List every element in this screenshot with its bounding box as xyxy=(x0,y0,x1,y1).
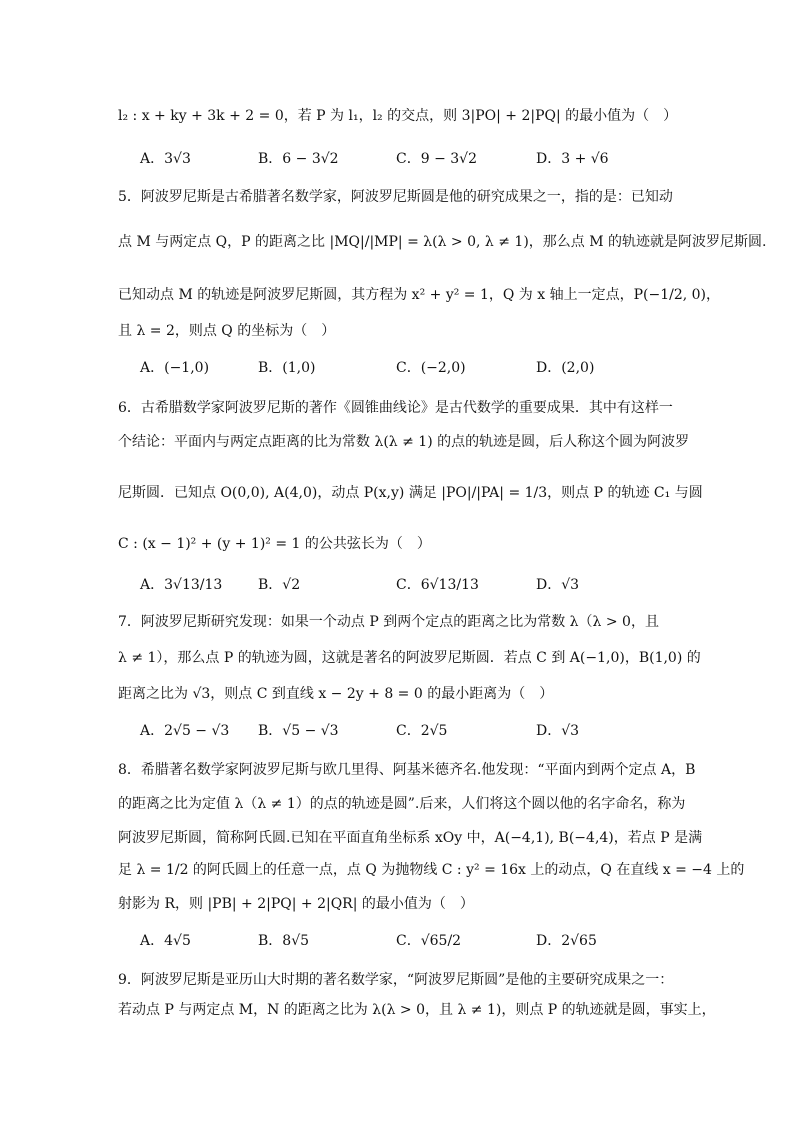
option-b: B．√2 xyxy=(258,577,301,593)
text-line-q7c: 距离之比为 √3，则点 C 到直线 x − 2y + 8 = 0 的最小距离为（ ） xyxy=(118,686,554,702)
option-b: B．(1,0) xyxy=(258,360,316,376)
option-d: D．√3 xyxy=(536,577,580,593)
option-d: D．√3 xyxy=(536,723,580,739)
text-line-q5b: 点 M 与两定点 Q，P 的距离之比 |MQ|/|MP| = λ(λ > 0, λ ≠ 1)，那么点 M 的轨迹就是阿波罗尼斯圆. xyxy=(118,234,767,250)
options-row-o7 xyxy=(140,720,680,742)
text-line-q9a: 9．阿波罗尼斯是亚历山大时期的著名数学家，“阿波罗尼斯圆”是他的主要研究成果之一： xyxy=(118,972,674,988)
text-line-q8b: 的距离之比为定值 λ（λ ≠ 1）的点的轨迹是圆”.后来，人们将这个圆以他的名字命名，称为 xyxy=(118,796,686,812)
option-a: A．2√5 − √3 xyxy=(140,723,230,739)
text-line-l1: l₂ : x + ky + 3k + 2 = 0，若 P 为 l₁，l₂ 的交点，则 3|PO| + 2|PQ| 的最小值为（ ） xyxy=(118,108,678,124)
text-line-q8c: 阿波罗尼斯圆，简称阿氏圆.已知在平面直角坐标系 xOy 中，A(−4,1), B(−4,4)，若点 P 是满 xyxy=(118,830,703,846)
option-b: B．√5 − √3 xyxy=(258,723,339,739)
text-line-q8d: 足 λ = 1/2 的阿氏圆上的任意一点，点 Q 为抛物线 C : y² = 16x 上的动点，Q 在直线 x = −4 上的 xyxy=(118,862,745,878)
text-line-q5a: 5．阿波罗尼斯是古希腊著名数学家，阿波罗尼斯圆是他的研究成果之一，指的是：已知动 xyxy=(118,189,673,205)
options-row-o8 xyxy=(140,930,680,952)
text-line-q7b: λ ≠ 1），那么点 P 的轨迹为圆，这就是著名的阿波罗尼斯圆．若点 C 到 A(−1,0)，B(1,0) 的 xyxy=(118,650,701,666)
option-d: D．(2,0) xyxy=(536,360,595,376)
text-line-q6d: C : (x − 1)² + (y + 1)² = 1 的公共弦长为（ ） xyxy=(118,536,431,552)
options-row-o4 xyxy=(140,148,680,170)
text-line-q6c: 尼斯圆．已知点 O(0,0), A(4,0)，动点 P(x,y) 满足 |PO|/|PA| = 1/3，则点 P 的轨迹 C₁ 与圆 xyxy=(118,485,703,501)
option-a: A．3√3 xyxy=(140,151,191,167)
option-b: B．6 − 3√2 xyxy=(258,151,339,167)
text-line-q8a: 8．希腊著名数学家阿波罗尼斯与欧几里得、阿基米德齐名.他发现：“平面内到两个定点 A，B xyxy=(118,762,696,778)
option-c: C．√65/2 xyxy=(396,933,462,949)
option-c: C．6√13/13 xyxy=(396,577,479,593)
options-row-o6 xyxy=(140,574,680,596)
option-a: A．(−1,0) xyxy=(140,360,210,376)
text-line-q6a: 6．古希腊数学家阿波罗尼斯的著作《圆锥曲线论》是古代数学的重要成果．其中有这样一 xyxy=(118,400,673,416)
option-a: A．4√5 xyxy=(140,933,191,949)
text-line-q5d: 且 λ = 2，则点 Q 的坐标为（ ） xyxy=(118,323,336,339)
option-c: C．(−2,0) xyxy=(396,360,466,376)
text-line-q5c: 已知动点 M 的轨迹是阿波罗尼斯圆，其方程为 x² + y² = 1，Q 为 x 轴上一定点，P(−1/2, 0)， xyxy=(118,287,721,303)
option-a: A．3√13/13 xyxy=(140,577,223,593)
option-d: D．3 + √6 xyxy=(536,151,609,167)
options-row-o5 xyxy=(140,357,680,379)
text-line-q6b: 个结论：平面内与两定点距离的比为常数 λ(λ ≠ 1) 的点的轨迹是圆，后人称这个圆为阿波罗 xyxy=(118,434,690,450)
option-c: C．9 − 3√2 xyxy=(396,151,477,167)
text-line-q9b: 若动点 P 与两定点 M，N 的距离之比为 λ(λ > 0，且 λ ≠ 1)，则点 P 的轨迹就是圆，事实上， xyxy=(118,1002,716,1018)
option-d: D．2√65 xyxy=(536,933,597,949)
text-line-q7a: 7．阿波罗尼斯研究发现：如果一个动点 P 到两个定点的距离之比为常数 λ（λ > 0，且 xyxy=(118,614,659,630)
option-c: C．2√5 xyxy=(396,723,448,739)
text-line-q8e: 射影为 R，则 |PB| + 2|PQ| + 2|QR| 的最小值为（ ） xyxy=(118,896,474,912)
option-b: B．8√5 xyxy=(258,933,310,949)
